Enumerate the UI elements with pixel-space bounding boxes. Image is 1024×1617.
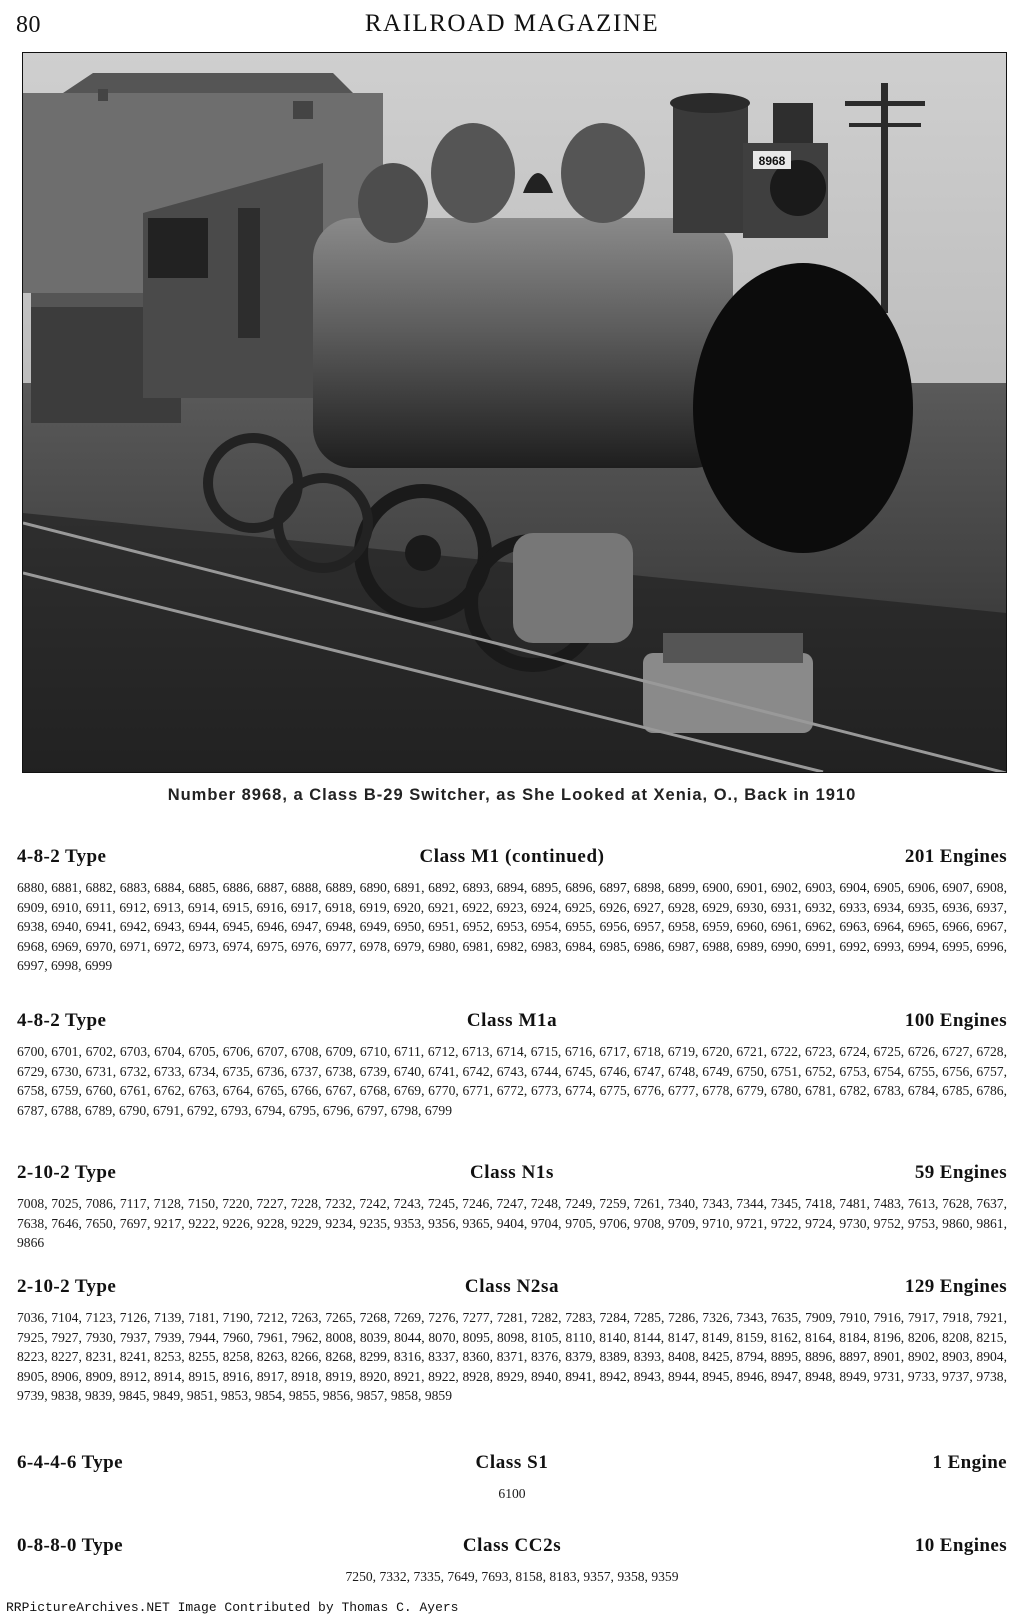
magazine-title: RAILROAD MAGAZINE: [364, 10, 660, 37]
locomotive-illustration: [23, 53, 1006, 772]
section-header: [17, 1010, 1007, 1036]
engine-numbers: 6100: [498, 1486, 526, 1501]
roster-section: [17, 1276, 1007, 1406]
section-count: 201 Engines: [904, 846, 1007, 867]
roster-section: [17, 1010, 1007, 1120]
section-count: 1 Engine: [932, 1452, 1007, 1473]
section-count: 100 Engines: [904, 1010, 1007, 1031]
engine-numbers: 7008, 7025, 7086, 7117, 7128, 7150, 7220, 7227, 7228, 7232, 7242, 7243, 7245, 7246, 7247, 7248, 7249, 7259, 7261, 7340, 7343, 7344, 7345, 7418, 7481, 7483, 7613, 7628, 7637, 7638, 7646, 7650, 7697, 9217, 9222, 9226, 9228, 9229, 9234, 9235, 9353, 9356, 9365, 9404, 9704, 9705, 9706, 9708, 9709, 9710, 9721, 9722, 9724, 9730, 9752, 9753, 9860, 9861, 9866: [17, 1196, 1007, 1250]
engine-numbers: 7250, 7332, 7335, 7649, 7693, 8158, 8183, 9357, 9358, 9359: [345, 1569, 679, 1584]
photo-caption: Number 8968, a Class B-29 Switcher, as She Looked at Xenia, O., Back in 1910: [167, 786, 857, 804]
section-count: 59 Engines: [914, 1162, 1007, 1183]
section-type: 2-10-2 Type: [17, 1162, 117, 1183]
roster-section: [17, 1162, 1007, 1253]
engine-numbers: 6880, 6881, 6882, 6883, 6884, 6885, 6886, 6887, 6888, 6889, 6890, 6891, 6892, 6893, 6894, 6895, 6896, 6897, 6898, 6899, 6900, 6901, 6902, 6903, 6904, 6905, 6906, 6907, 6908, 6909, 6910, 6911, 6912, 6913, 6914, 6915, 6916, 6917, 6918, 6919, 6920, 6921, 6922, 6923, 6924, 6925, 6926, 6927, 6928, 6929, 6930, 6931, 6932, 6933, 6934, 6935, 6936, 6937, 6938, 6940, 6941, 6942, 6943, 6944, 6945, 6946, 6947, 6948, 6949, 6950, 6951, 6952, 6953, 6954, 6955, 6956, 6957, 6958, 6959, 6960, 6961, 6962, 6963, 6964, 6965, 6966, 6967, 6968, 6969, 6970, 6971, 6972, 6973, 6974, 6975, 6976, 6977, 6978, 6979, 6980, 6981, 6982, 6983, 6984, 6985, 6986, 6987, 6988, 6989, 6990, 6991, 6992, 6993, 6994, 6995, 6996, 6997, 6998, 6999: [17, 880, 1007, 973]
section-type: 4-8-2 Type: [17, 846, 107, 867]
section-type: 0-8-8-0 Type: [17, 1535, 123, 1556]
section-class: Class CC2s: [462, 1535, 562, 1556]
engine-numbers: 6700, 6701, 6702, 6703, 6704, 6705, 6706, 6707, 6708, 6709, 6710, 6711, 6712, 6713, 6714, 6715, 6716, 6717, 6718, 6719, 6720, 6721, 6722, 6723, 6724, 6725, 6726, 6727, 6728, 6729, 6730, 6731, 6732, 6733, 6734, 6735, 6736, 6737, 6738, 6739, 6740, 6741, 6742, 6743, 6744, 6745, 6746, 6747, 6748, 6749, 6750, 6751, 6752, 6753, 6754, 6755, 6756, 6757, 6758, 6759, 6760, 6761, 6762, 6763, 6764, 6765, 6766, 6767, 6768, 6769, 6770, 6771, 6772, 6773, 6774, 6775, 6776, 6777, 6778, 6779, 6780, 6781, 6782, 6783, 6784, 6785, 6786, 6787, 6788, 6789, 6790, 6791, 6792, 6793, 6794, 6795, 6796, 6797, 6798, 6799: [17, 1044, 1007, 1118]
section-header: [17, 1276, 1007, 1302]
engine-number-plate: 8968: [758, 154, 786, 168]
engine-numbers: 7036, 7104, 7123, 7126, 7139, 7181, 7190, 7212, 7263, 7265, 7268, 7269, 7276, 7277, 7281, 7282, 7283, 7284, 7285, 7286, 7326, 7343, 7635, 7909, 7910, 7916, 7917, 7918, 7921, 7925, 7927, 7930, 7937, 7939, 7944, 7960, 7961, 7962, 8008, 8039, 8044, 8070, 8095, 8098, 8105, 8110, 8140, 8144, 8147, 8149, 8159, 8162, 8164, 8184, 8196, 8206, 8208, 8215, 8223, 8227, 8231, 8241, 8253, 8255, 8258, 8263, 8266, 8268, 8299, 8316, 8337, 8360, 8371, 8376, 8379, 8389, 8393, 8408, 8425, 8794, 8895, 8896, 8897, 8901, 8902, 8903, 8904, 8905, 8906, 8909, 8912, 8914, 8915, 8916, 8917, 8918, 8919, 8920, 8921, 8922, 8928, 8929, 8940, 8941, 8942, 8943, 8944, 8945, 8946, 8947, 8948, 8949, 9731, 9733, 9737, 9738, 9739, 9838, 9839, 9845, 9849, 9851, 9853, 9854, 9855, 9856, 9857, 9858, 9859: [17, 1310, 1007, 1403]
section-header: [17, 1452, 1007, 1478]
section-type: 2-10-2 Type: [17, 1276, 117, 1297]
locomotive-photo: [22, 52, 1007, 773]
section-class: Class M1 (continued): [419, 846, 605, 867]
section-header: [17, 846, 1007, 872]
section-type: 4-8-2 Type: [17, 1010, 107, 1031]
section-header: [17, 1162, 1007, 1188]
section-class: Class M1a: [466, 1010, 558, 1031]
section-count: 10 Engines: [914, 1535, 1007, 1556]
section-class: Class N1s: [469, 1162, 555, 1183]
section-type: 6-4-4-6 Type: [17, 1452, 123, 1473]
section-header: [17, 1535, 1007, 1561]
roster-section: [17, 846, 1007, 976]
footer-credit: RRPictureArchives.NET Image Contributed by Thomas C. Ayers: [6, 1600, 459, 1615]
roster-section: [17, 1452, 1007, 1504]
section-class: Class N2sa: [464, 1276, 560, 1297]
section-count: 129 Engines: [904, 1276, 1007, 1297]
page-number: 80: [16, 12, 41, 38]
roster-section: [17, 1535, 1007, 1587]
section-class: Class S1: [475, 1452, 549, 1473]
